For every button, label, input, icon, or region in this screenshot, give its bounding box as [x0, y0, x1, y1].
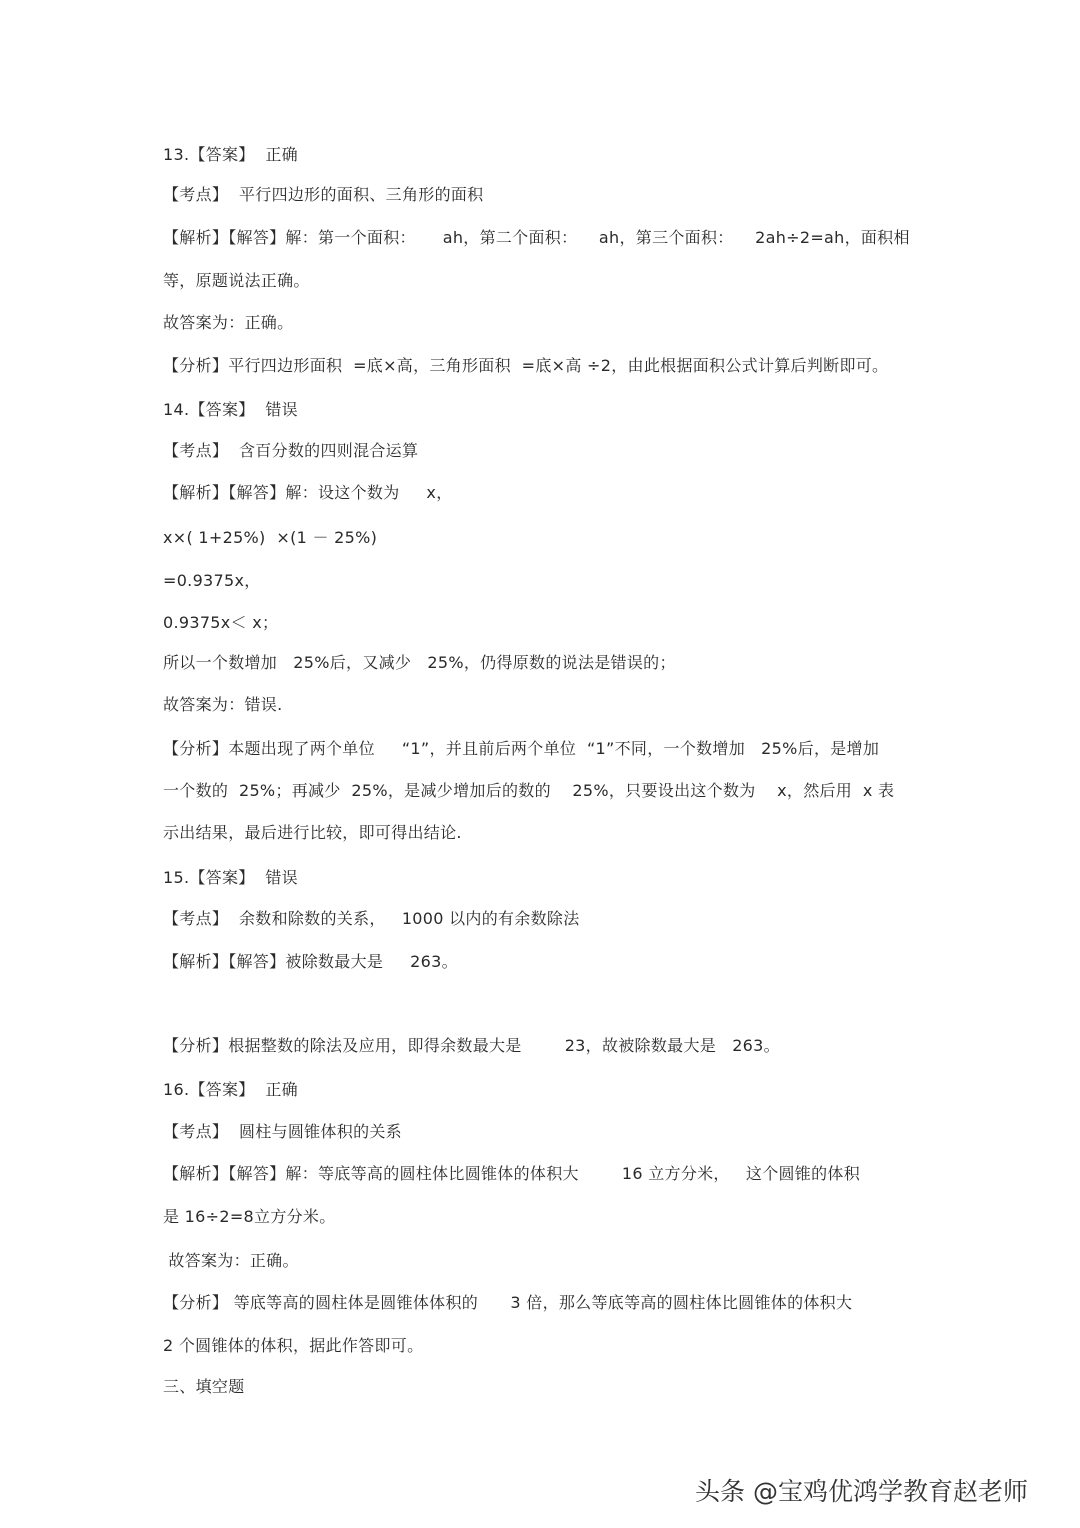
q13-solution-cont: 等，原题说法正确。 — [163, 271, 310, 290]
q16-analysis-cont: 2 个圆锥体的体积，据此作答即可。 — [163, 1336, 424, 1355]
q13-solution: 【解析】【解答】解：第一个面积： ah，第二个面积： ah，第三个面积： 2ah÷2=ah，面积相 — [163, 228, 910, 247]
q13-answer: 13.【答案】 正确 — [163, 145, 298, 164]
q14-analysis: 【分析】本题出现了两个单位 “1”，并且前后两个单位 “1”不同，一个数增加 25%后，是增加 — [163, 739, 880, 758]
q14-conclusion: 所以一个数增加 25%后，又减少 25%，仍得原数的说法是错误的； — [163, 653, 676, 672]
section-heading-fill-in: 三、填空题 — [163, 1377, 245, 1396]
q16-solution: 【解析】【解答】解：等底等高的圆柱体比圆锥体的体积大 16 立方分米， 这个圆锥的体积 — [163, 1164, 860, 1183]
q14-answer: 14.【答案】 错误 — [163, 400, 298, 419]
q16-answer: 16.【答案】 正确 — [163, 1080, 298, 1099]
q16-final: 故答案为：正确。 — [163, 1251, 299, 1270]
q16-solution-cont: 是 16÷2=8立方分米。 — [163, 1207, 336, 1226]
q14-final: 故答案为：错误. — [163, 695, 283, 714]
watermark: 头条 @宝鸡优鸿学教育赵老师 — [695, 1477, 1028, 1506]
q14-step-2: =0.9375x， — [163, 571, 261, 590]
q14-step-1: x×( 1+25%) ×(1 － 25%) — [163, 528, 378, 547]
q15-answer: 15.【答案】 错误 — [163, 868, 298, 887]
q14-analysis-cont: 一个数的 25%；再减少 25%，是减少增加后的数的 25%，只要设出这个数为 x，然后用 x 表 — [163, 781, 895, 800]
q14-topic: 【考点】 含百分数的四则混合运算 — [163, 441, 419, 460]
q13-topic: 【考点】 平行四边形的面积、三角形的面积 — [163, 185, 484, 204]
q14-analysis-cont2: 示出结果，最后进行比较，即可得出结论. — [163, 823, 462, 842]
q13-analysis: 【分析】平行四边形面积 =底×高，三角形面积 =底×高 ÷2，由此根据面积公式计算后判断即可。 — [163, 356, 889, 375]
q14-solution: 【解析】【解答】解：设这个数为 x， — [163, 483, 453, 502]
q13-final: 故答案为：正确。 — [163, 313, 294, 332]
q15-topic: 【考点】 余数和除数的关系， 1000 以内的有余数除法 — [163, 909, 580, 928]
q16-topic: 【考点】 圆柱与圆锥体积的关系 — [163, 1122, 402, 1141]
q15-solution: 【解析】【解答】被除数最大是 263。 — [163, 952, 458, 971]
q14-step-3: 0.9375x＜ x； — [163, 613, 279, 632]
q15-analysis: 【分析】根据整数的除法及应用，即得余数最大是 23，故被除数最大是 263。 — [163, 1036, 780, 1055]
q16-analysis: 【分析】 等底等高的圆柱体是圆锥体体积的 3 倍，那么等底等高的圆柱体比圆锥体的体积大 — [163, 1293, 853, 1312]
